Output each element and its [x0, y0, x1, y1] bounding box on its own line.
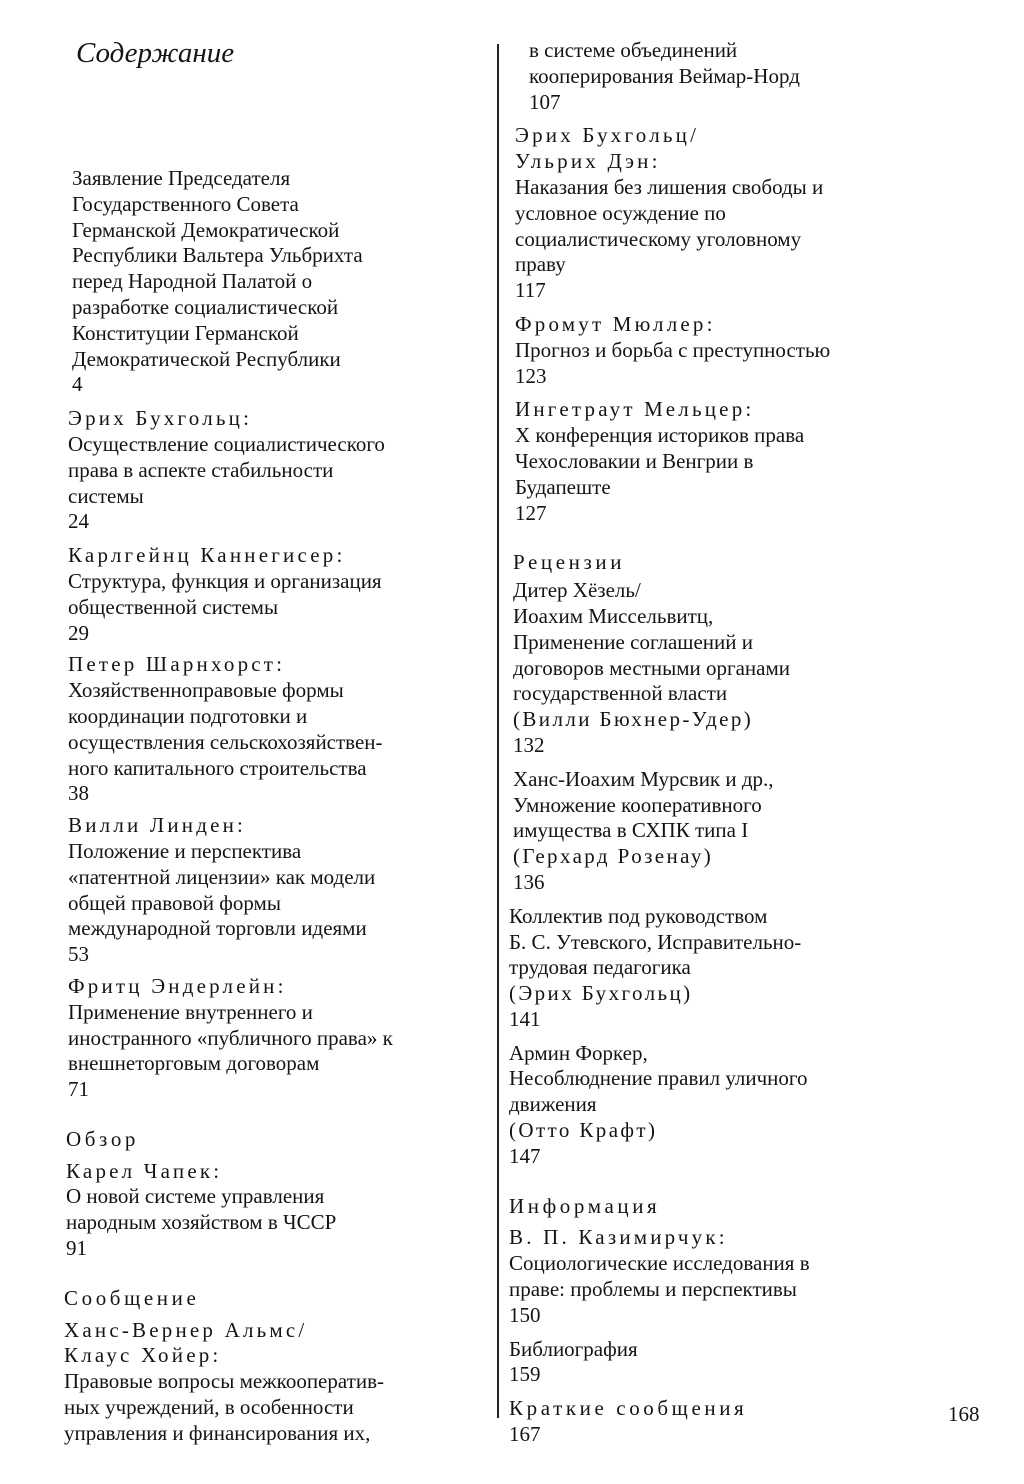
- entry-line: Армин Форкер,: [509, 1040, 648, 1065]
- review-entry-hoezel: [513, 578, 939, 759]
- entry-page-number: 29: [68, 620, 89, 645]
- entry-line: Германской Демократической: [72, 217, 340, 242]
- entry-line: внешнеторговым договорам: [68, 1051, 320, 1076]
- toc-entry-buchholz-den: [515, 123, 939, 304]
- entry-line: Социологические исследования в: [509, 1251, 810, 1276]
- entry-author: Ульрих Дэн:: [515, 149, 661, 174]
- entry-line: Иоахим Миссельвитц,: [513, 603, 714, 628]
- entry-page-number: 136: [513, 869, 545, 894]
- entry-page-number: 141: [509, 1006, 541, 1031]
- page-number: 168: [948, 1402, 980, 1426]
- entry-page-number: 123: [515, 363, 547, 388]
- entry-reviewer: (Отто Крафт): [509, 1118, 658, 1143]
- section-heading-message: Сообщение: [64, 1285, 200, 1310]
- entry-reviewer: (Герхард Розенау): [513, 844, 714, 869]
- entry-line: Заявление Председателя: [72, 166, 291, 190]
- toc-entry-intro: [72, 166, 484, 398]
- toc-entry-scharnhorst: [68, 652, 484, 807]
- entry-line: условное осуждение по: [515, 200, 726, 225]
- entry-page-number: 38: [68, 781, 89, 806]
- entry-author: Клаус Хойер:: [64, 1343, 222, 1368]
- entry-line: Умножение кооперативного: [513, 792, 762, 817]
- entry-line: Библиография: [509, 1336, 638, 1361]
- entry-page-number: 167: [509, 1422, 541, 1447]
- entry-line: международной торговли идеями: [68, 916, 367, 941]
- review-entry-forker: [509, 1041, 939, 1170]
- toc-entry-linden: [68, 813, 484, 968]
- entry-line: движения: [509, 1092, 597, 1117]
- entry-author: Карел Чапек:: [66, 1158, 223, 1183]
- entry-line: трудовая педагогика: [509, 955, 691, 980]
- entry-line: Хозяйственноправовые формы: [68, 678, 344, 703]
- entry-line: общей правовой формы: [68, 890, 281, 915]
- entry-line: права в аспекте стабильности: [68, 457, 334, 482]
- entry-line: общественной системы: [68, 594, 279, 619]
- entry-line: Правовые вопросы межкооператив-: [64, 1369, 384, 1394]
- entry-author: Фритц Эндерлейн:: [68, 973, 287, 998]
- entry-page-number: 159: [509, 1362, 541, 1387]
- entry-line: Несоблюднение правил уличного: [509, 1066, 808, 1091]
- entry-author: Карлгейнц Каннегисер:: [68, 543, 346, 568]
- toc-entry-buchholz: [68, 406, 484, 535]
- entry-line: Положение и перспектива: [68, 838, 302, 863]
- entry-line: управления и финансирования их,: [64, 1420, 371, 1445]
- toc-entry-kazimirchuk: [509, 1225, 939, 1328]
- entry-line: Б. С. Утевского, Исправительно-: [509, 929, 802, 954]
- entry-author: Эрих Бухгольц:: [68, 406, 253, 431]
- entry-line: кооперирования Веймар-Норд: [529, 63, 800, 88]
- entry-line: в системе объединений: [529, 38, 738, 62]
- section-heading-review: Обзор: [66, 1126, 140, 1151]
- entry-line: ных учреждений, в особенности: [64, 1395, 354, 1420]
- entry-line: Конституции Германской: [72, 320, 299, 345]
- entry-author: Петер Шарнхорст:: [68, 652, 286, 677]
- entry-line: государственной власти: [513, 681, 728, 706]
- entry-line: осуществления сельскохозяйствен-: [68, 729, 383, 754]
- entry-line: народным хозяйством в ЧССР: [66, 1210, 337, 1235]
- section-heading-short-news: Краткие сообщения: [509, 1396, 748, 1421]
- left-column: [64, 36, 484, 1447]
- entry-line: О новой системе управления: [66, 1184, 325, 1209]
- toc-entry-continued: [529, 38, 939, 115]
- page-title: Содержание: [76, 37, 235, 69]
- entry-line: системы: [68, 483, 144, 508]
- entry-line: Наказания без лишения свободы и: [515, 174, 824, 199]
- entry-page-number: 107: [529, 89, 561, 114]
- entry-author: Ханс-Вернер Альмс/: [64, 1317, 308, 1342]
- entry-line: Коллектив под руководством: [509, 903, 768, 928]
- entry-line: ного капитального строительства: [68, 755, 367, 780]
- entry-page-number: 150: [509, 1302, 541, 1327]
- entry-reviewer: (Эрих Бухгольц): [509, 981, 693, 1006]
- entry-line: праве: проблемы и перспективы: [509, 1277, 797, 1302]
- entry-page-number: 71: [68, 1077, 89, 1102]
- entry-line: Государственного Совета: [72, 191, 299, 216]
- entry-line: Чехословакии и Венгрии в: [515, 448, 754, 473]
- entry-page-number: 4: [72, 372, 83, 397]
- entry-line: Республики Вальтера Ульбрихта: [72, 243, 363, 268]
- right-column: [509, 38, 939, 1448]
- entry-page-number: 147: [509, 1143, 541, 1168]
- entry-line: имущества в СХПК типа I: [513, 818, 749, 843]
- entry-line: иностранного «публичного права» к: [68, 1025, 393, 1050]
- review-entry-utevsky: [509, 904, 939, 1033]
- section-heading-reviews: Рецензии: [513, 550, 626, 575]
- entry-author: В. П. Казимирчук:: [509, 1225, 728, 1250]
- entry-author: Эрих Бухгольц/: [515, 123, 700, 148]
- entry-author: Ингетраут Мельцер:: [515, 397, 755, 422]
- entry-reviewer: (Вилли Бюхнер-Удер): [513, 707, 754, 732]
- toc-entry-bibliography: [509, 1337, 939, 1389]
- entry-page-number: 24: [68, 509, 89, 534]
- entry-line: X конференция историков права: [515, 423, 805, 448]
- entry-line: Будапеште: [515, 474, 611, 499]
- entry-line: разработке социалистической: [72, 294, 339, 319]
- entry-line: Прогноз и борьба с преступностью: [515, 337, 831, 362]
- toc-entry-enderlein: [68, 974, 484, 1103]
- toc-entry-short-news: [509, 1396, 939, 1448]
- entry-line: Структура, функция и организация: [68, 568, 382, 593]
- entry-line: координации подготовки и: [68, 703, 308, 728]
- entry-line: Осуществление социалистического: [68, 431, 385, 456]
- entry-author: Фромут Мюллер:: [515, 311, 716, 336]
- toc-entry-mueller: [515, 312, 939, 389]
- column-divider: [497, 44, 499, 1418]
- entry-line: перед Народной Палатой о: [72, 269, 313, 294]
- entry-page-number: 53: [68, 942, 89, 967]
- entry-line: праву: [515, 252, 566, 277]
- section-heading-info: Информация: [509, 1193, 661, 1218]
- entry-author: Вилли Линден:: [68, 813, 247, 838]
- toc-entry-melzer: [515, 397, 939, 526]
- entry-line: Применение соглашений и: [513, 629, 753, 654]
- entry-page-number: 132: [513, 732, 545, 757]
- entry-line: Дитер Хёзель/: [513, 578, 641, 603]
- entry-page-number: 91: [66, 1236, 87, 1261]
- entry-line: социалистическому уголовному: [515, 226, 802, 251]
- toc-entry-kannegiser: [68, 543, 484, 646]
- entry-line: «патентной лицензии» как модели: [68, 864, 376, 889]
- entry-page-number: 117: [515, 278, 546, 303]
- entry-page-number: 127: [515, 500, 547, 525]
- toc-entry-capek: [66, 1159, 484, 1262]
- toc-entry-alms-hoyer: [64, 1318, 484, 1447]
- entry-line: Демократической Республики: [72, 346, 341, 371]
- entry-line: Ханс-Иоахим Мурсвик и др.,: [513, 766, 774, 791]
- entry-line: договоров местными органами: [513, 655, 790, 680]
- review-entry-mursvik: [513, 767, 939, 896]
- entry-line: Применение внутреннего и: [68, 999, 313, 1024]
